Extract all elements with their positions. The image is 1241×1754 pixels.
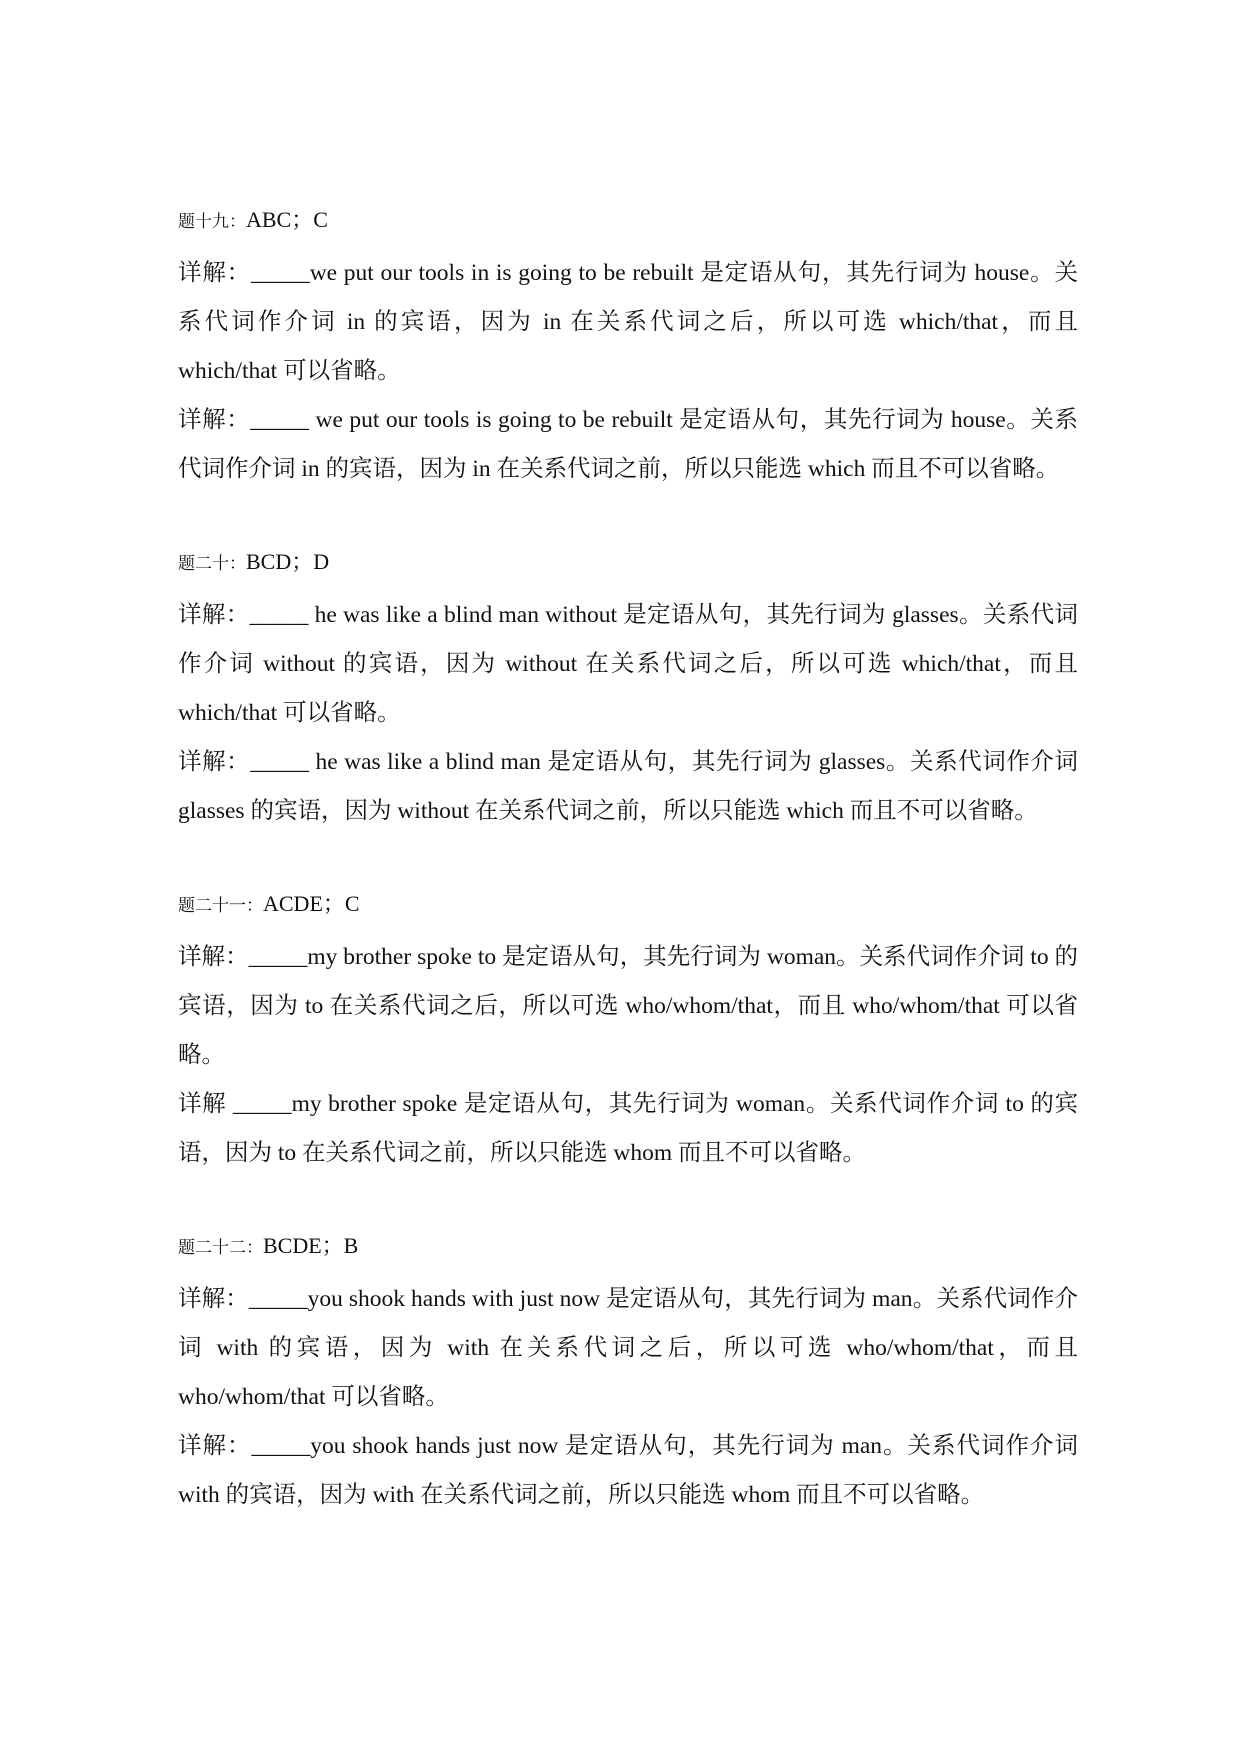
question-heading [178, 884, 1078, 933]
detail-paragraph: 详解：_____ we put our tools is going to be rebuilt 是定语从句，其先行词为 house。关系代词作介词 in 的宾语，因为 in 在关系代词之前，所以只能选 which 而且不可以省略。 [178, 407, 1078, 482]
question-heading [178, 200, 1078, 249]
question-section [178, 200, 1078, 494]
question-heading [178, 1226, 1078, 1275]
detail-paragraph: 详解：_____ he was like a blind man 是定语从句，其先行词为 glasses。关系代词作介词 glasses 的宾语，因为 without 在关系代词之前，所以只能选 which 而且不可以省略。 [178, 749, 1078, 824]
detail-paragraph: 详解 _____my brother spoke 是定语从句，其先行词为 woman。关系代词作介词 to 的宾语，因为 to 在关系代词之前，所以只能选 whom 而且不可以省略。 [178, 1091, 1078, 1166]
detail-paragraph: 详解：_____you shook hands with just now 是定语从句，其先行词为 man。关系代词作介词 with 的宾语，因为 with 在关系代词之后，所以可选 who/whom/that，而且 who/whom/that 可以省略。 [178, 1286, 1078, 1410]
question-number: 题二十二： [178, 1238, 263, 1257]
question-number: 题二十一： [178, 896, 263, 915]
question-section [178, 884, 1078, 1178]
question-number: 题二十： [178, 554, 246, 573]
question-section [178, 1226, 1078, 1520]
detail-paragraph: 详解：_____my brother spoke to 是定语从句，其先行词为 woman。关系代词作介词 to 的宾语，因为 to 在关系代词之后，所以可选 who/whom/that，而且 who/whom/that 可以省略。 [178, 944, 1078, 1068]
question-answer: BCDE；B [263, 1233, 359, 1258]
detail-paragraph: 详解：_____we put our tools in is going to be rebuilt 是定语从句，其先行词为 house。关系代词作介词 in 的宾语，因为 in 在关系代词之后，所以可选 which/that，而且 which/that 可以省略。 [178, 260, 1078, 384]
question-answer: BCD；D [246, 549, 330, 574]
question-number: 题十九： [178, 212, 246, 231]
answer-document [178, 200, 1078, 1568]
question-heading [178, 542, 1078, 591]
question-answer: ABC；C [246, 207, 328, 232]
question-section [178, 542, 1078, 836]
question-answer: ACDE；C [263, 891, 360, 916]
detail-paragraph: 详解：_____ he was like a blind man without 是定语从句，其先行词为 glasses。关系代词作介词 without 的宾语，因为 without 在关系代词之后，所以可选 which/that，而且 which/that 可以省略。 [178, 602, 1078, 726]
detail-paragraph: 详解：_____you shook hands just now 是定语从句，其先行词为 man。关系代词作介词 with 的宾语，因为 with 在关系代词之前，所以只能选 whom 而且不可以省略。 [178, 1433, 1078, 1508]
